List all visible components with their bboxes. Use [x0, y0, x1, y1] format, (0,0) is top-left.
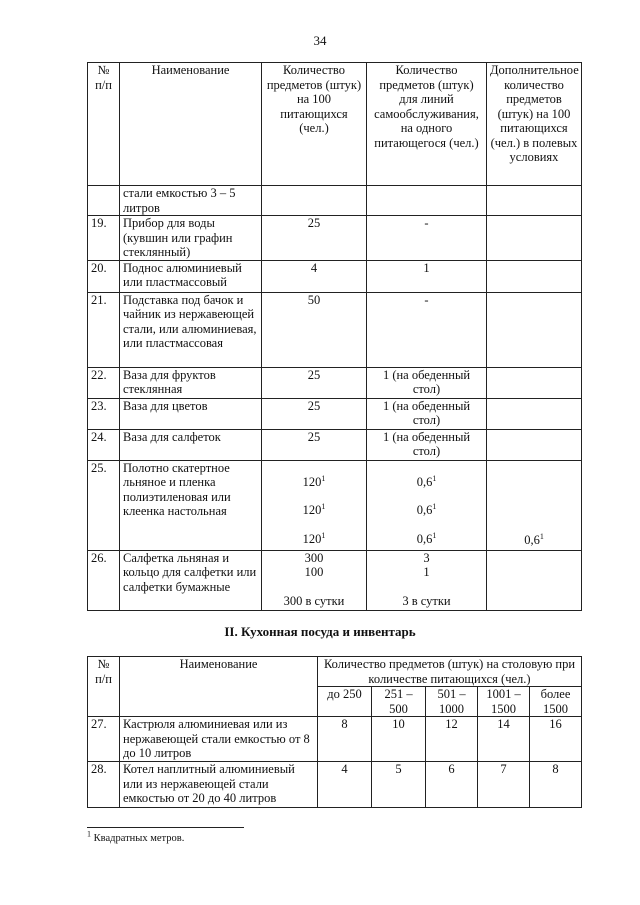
header-group: Количество предметов (штук) на столовую при количестве питающихся (чел.)	[318, 657, 582, 687]
subheader: более 1500	[530, 687, 582, 717]
table-row	[88, 292, 582, 367]
table-row	[88, 216, 582, 261]
item-qty: 25	[262, 367, 367, 398]
row-number: 23.	[88, 398, 120, 429]
header-qty: Количество предметов (штук) на 100 питающихся (чел.)	[262, 63, 367, 186]
row-number: 27.	[88, 717, 120, 762]
subheader: до 250	[318, 687, 372, 717]
item-name: Ваза для цветов	[120, 398, 262, 429]
subheader: 501 – 1000	[426, 687, 478, 717]
item-value: 16	[530, 717, 582, 762]
row-number: 24.	[88, 429, 120, 460]
item-value: 8	[318, 717, 372, 762]
item-field	[487, 398, 582, 429]
item-name: Прибор для воды (кувшин или графин стеклянный)	[120, 216, 262, 261]
table-header-row	[88, 657, 582, 687]
table-row	[88, 367, 582, 398]
item-field	[487, 216, 582, 261]
table-row	[88, 460, 582, 550]
item-self: $0,6^1$ $0,6^1$ $0,6^1$	[367, 460, 487, 550]
item-field	[487, 367, 582, 398]
row-number: 21.	[88, 292, 120, 367]
item-qty: 25	[262, 216, 367, 261]
item-name: Полотно скатертное льняное и пленка полиэтиленовая или клеенка настольная	[120, 460, 262, 550]
item-name: Ваза для салфеток	[120, 429, 262, 460]
section-title: II. Кухонная посуда и инвентарь	[224, 624, 416, 639]
table-row	[88, 429, 582, 460]
item-field	[487, 429, 582, 460]
item-value: 8	[530, 762, 582, 808]
item-name: Кастрюля алюминиевая или из нержавеющей стали емкостью от 8 до 10 литров	[120, 717, 318, 762]
item-value: 14	[478, 717, 530, 762]
item-value: 6	[426, 762, 478, 808]
item-qty: 50	[262, 292, 367, 367]
item-value: 4	[318, 762, 372, 808]
table-header-row	[88, 63, 582, 186]
subheader: 1001 – 1500	[478, 687, 530, 717]
row-number: 20.	[88, 260, 120, 292]
item-name-continued: стали емкостью 3 – 5 литров	[120, 186, 262, 216]
item-field	[487, 292, 582, 367]
item-name: Поднос алюминиевый или пластмассовый	[120, 260, 262, 292]
header-name: Наименование	[120, 63, 262, 186]
footnote-divider	[87, 827, 244, 828]
item-value: 12	[426, 717, 478, 762]
equipment-table	[87, 62, 582, 611]
header-name: Наименование	[120, 657, 318, 717]
row-number: 22.	[88, 367, 120, 398]
table-row	[88, 550, 582, 610]
footnote: $^1$ Квадратных метров.	[87, 829, 185, 844]
item-name: Котел наплитный алюминиевый или из нержавеющей стали емкостью от 20 до 40 литров	[120, 762, 318, 808]
subheader: 251 – 500	[372, 687, 426, 717]
kitchen-table	[87, 656, 582, 808]
table-row	[88, 260, 582, 292]
item-qty: 4	[262, 260, 367, 292]
item-self: 1 (на обеденный стол)	[367, 429, 487, 460]
item-value: 7	[478, 762, 530, 808]
item-value: 5	[372, 762, 426, 808]
item-self: -	[367, 216, 487, 261]
row-number: 26.	[88, 550, 120, 610]
table-row	[88, 717, 582, 762]
row-number: 28.	[88, 762, 120, 808]
item-name: Ваза для фруктов стеклянная	[120, 367, 262, 398]
table-row	[88, 398, 582, 429]
item-self: 1 (на обеденный стол)	[367, 367, 487, 398]
item-value: 10	[372, 717, 426, 762]
row-number: 19.	[88, 216, 120, 261]
header-field: Дополнительное количество предметов (штук) на 100 питающихся (чел.) в полевых условиях	[487, 63, 582, 186]
header-num: № п/п	[88, 657, 120, 717]
header-self-service: Количество предметов (штук) для линий самообслуживания, на одного питающегося (чел.)	[367, 63, 487, 186]
item-name: Салфетка льняная и кольцо для салфетки или салфетки бумажные	[120, 550, 262, 610]
table-row	[88, 186, 582, 216]
item-qty: $120^1$ $120^1$ $120^1$	[262, 460, 367, 550]
item-name: Подставка под бачок и чайник из нержавеющей стали, или алюминиевая, или пластмассовая	[120, 292, 262, 367]
item-field: $0,6^1$	[487, 460, 582, 550]
item-qty: 300 100 300 в сутки	[262, 550, 367, 610]
item-self: -	[367, 292, 487, 367]
row-number: 25.	[88, 460, 120, 550]
item-field	[487, 260, 582, 292]
page-number: 34	[313, 33, 327, 48]
header-num: № п/п	[88, 63, 120, 186]
item-qty: 25	[262, 398, 367, 429]
item-qty: 25	[262, 429, 367, 460]
item-self: 1	[367, 260, 487, 292]
item-self: 3 1 3 в сутки	[367, 550, 487, 610]
item-self: 1 (на обеденный стол)	[367, 398, 487, 429]
table-row	[88, 762, 582, 808]
